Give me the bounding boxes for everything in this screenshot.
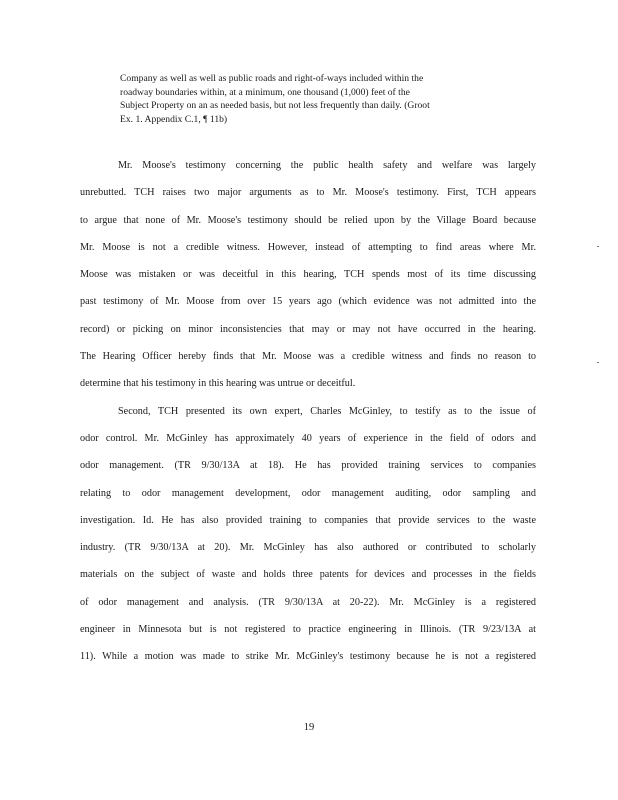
- paragraph-mcginley-expert: [80, 398, 536, 671]
- page-number: 19: [303, 722, 315, 733]
- paragraph-line: Mr. Moose's testimony concerning the public health safety and welfare was largely: [118, 160, 536, 171]
- paragraph-line: industry. (TR 9/30/13A at 20). Mr. McGinley has also authored or contributed to scholarly: [80, 542, 536, 554]
- paragraph-moose-testimony: [80, 152, 536, 398]
- quote-line: Company as well as well as public roads and right-of-ways included within the: [120, 73, 424, 84]
- body-text: [80, 152, 536, 671]
- paragraph-line: of odor management and analysis. (TR 9/30/13A at 20-22). Mr. McGinley is a registered: [80, 596, 536, 608]
- scan-margin-mark: [597, 246, 599, 247]
- quote-line: Ex. 1. Appendix C.1, ¶ 11b): [120, 113, 228, 125]
- paragraph-line: relating to odor management development, odor management auditing, odor sampling and: [80, 487, 536, 499]
- paragraph-line: Moose was mistaken or was deceitful in this hearing, TCH spends most of its time discussing: [80, 269, 536, 281]
- block-quote: [120, 72, 502, 126]
- paragraph-line: Mr. Moose is not a credible witness. However, instead of attempting to find areas where Mr.: [80, 241, 536, 253]
- paragraph-line: Second, TCH presented its own expert, Charles McGinley, to testify as to the issue of: [118, 405, 536, 417]
- paragraph-line: 11). While a motion was made to strike Mr. McGinley's testimony because he is not a registered: [80, 651, 536, 663]
- paragraph-line: The Hearing Officer hereby finds that Mr. Moose was a credible witness and finds no reason to: [80, 351, 536, 363]
- paragraph-line: record) or picking on minor inconsistencies that may or may not have occurred in the hearing.: [80, 323, 536, 335]
- paragraph-line: odor control. Mr. McGinley has approximately 40 years of experience in the field of odors and: [80, 432, 536, 444]
- paragraph-line: unrebutted. TCH raises two major arguments as to Mr. Moose's testimony. First, TCH appears: [80, 187, 536, 199]
- quote-line: roadway boundaries within, at a minimum, one thousand (1,000) feet of the: [120, 86, 410, 98]
- paragraph-line: materials on the subject of waste and holds three patents for devices and processes in the fields: [80, 569, 536, 581]
- paragraph-line: odor management. (TR 9/30/13A at 18). He has provided training services to companies: [80, 460, 536, 472]
- scan-margin-mark: [597, 362, 599, 363]
- paragraph-line: to argue that none of Mr. Moose's testimony should be relied upon by the Village Board because: [80, 214, 536, 226]
- quote-line: Subject Property on an as needed basis, but not less frequently than daily. (Groot: [120, 100, 430, 111]
- paragraph-line: investigation. Id. He has also provided training to companies that provide services to the waste: [80, 514, 536, 526]
- paragraph-line: past testimony of Mr. Moose from over 15 years ago (which evidence was not admitted into the: [80, 296, 536, 308]
- paragraph-line: engineer in Minnesota but is not registered to practice engineering in Illinois. (TR 9/23/13A at: [80, 624, 536, 636]
- paragraph-line: determine that his testimony in this hearing was untrue or deceitful.: [80, 378, 356, 390]
